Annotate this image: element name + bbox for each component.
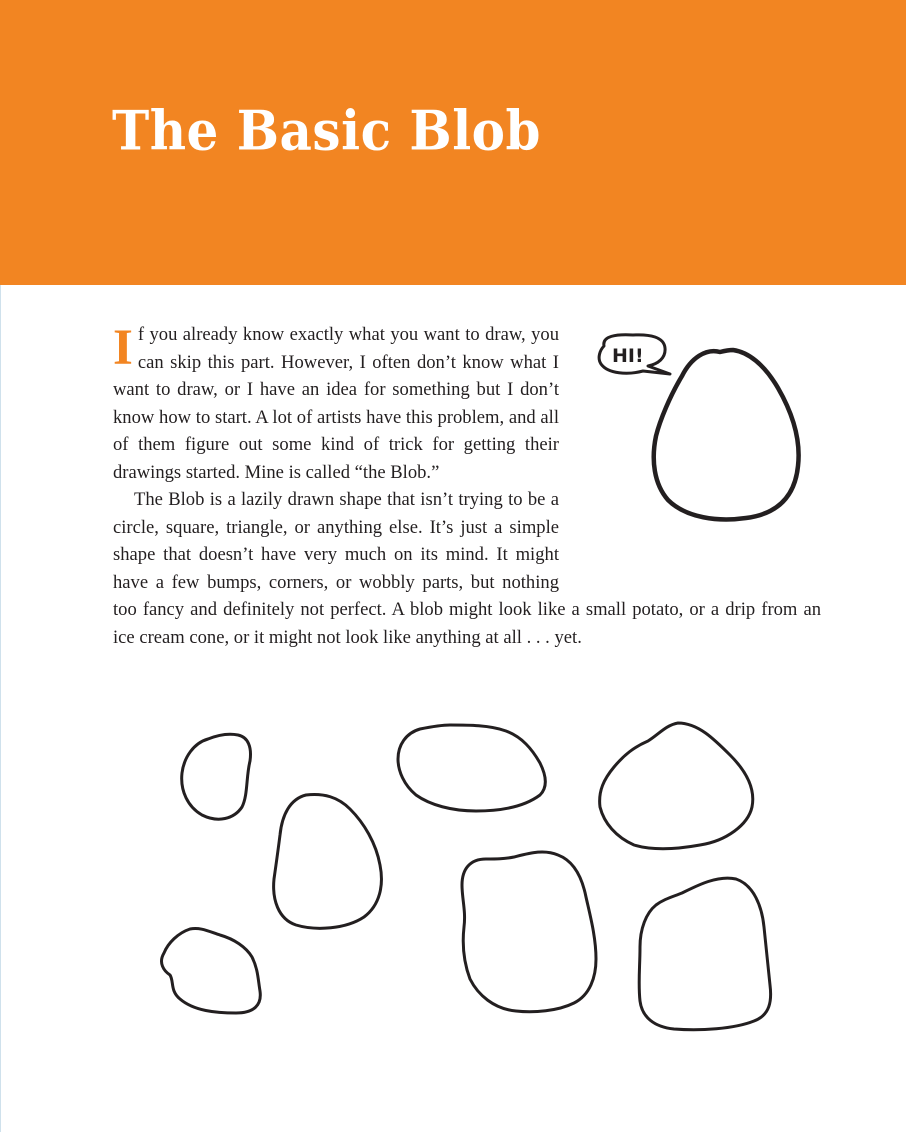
- blob-top-center: [398, 725, 545, 811]
- blob-bottom-right: [639, 878, 771, 1030]
- talking-blob-illustration: [588, 328, 818, 528]
- speech-bubble-text: HI!: [612, 345, 644, 367]
- drop-cap: I: [113, 320, 133, 376]
- paragraph-1-text: f you already know exactly what you want to draw, you can skip this part. However, I often don’t know what I want to draw, or I have an idea for something but I don’t know how to start. A lot of artists have this problem, and all of them figure out some kind of trick for getting their drawings started. Mine is called “the Blob.”: [113, 324, 559, 483]
- blob-bottom-left: [162, 928, 261, 1013]
- blob-tall-center-left: [274, 795, 382, 929]
- blob-center-bottom: [462, 852, 596, 1012]
- blob-top-right: [600, 723, 753, 849]
- blob-examples-illustration: [150, 715, 780, 1035]
- paragraph-2: The Blob is a lazily drawn shape that isn’t trying to be a circle, square, triangle, or anything else. It’s just a simple shape that doesn’t have very much on its mind. It might have a few bumps, corners, or wobbly parts, but nothing too fancy and definitely not perfect. A blob might look like a small potato, or a drip from an ice cream cone, or it might not look like anything at all . . . yet.: [113, 489, 821, 648]
- blob-small-left: [182, 734, 251, 819]
- talking-blob-shape: [654, 350, 799, 519]
- page-title: The Basic Blob: [112, 98, 541, 163]
- page-edge-rule: [0, 285, 1, 1132]
